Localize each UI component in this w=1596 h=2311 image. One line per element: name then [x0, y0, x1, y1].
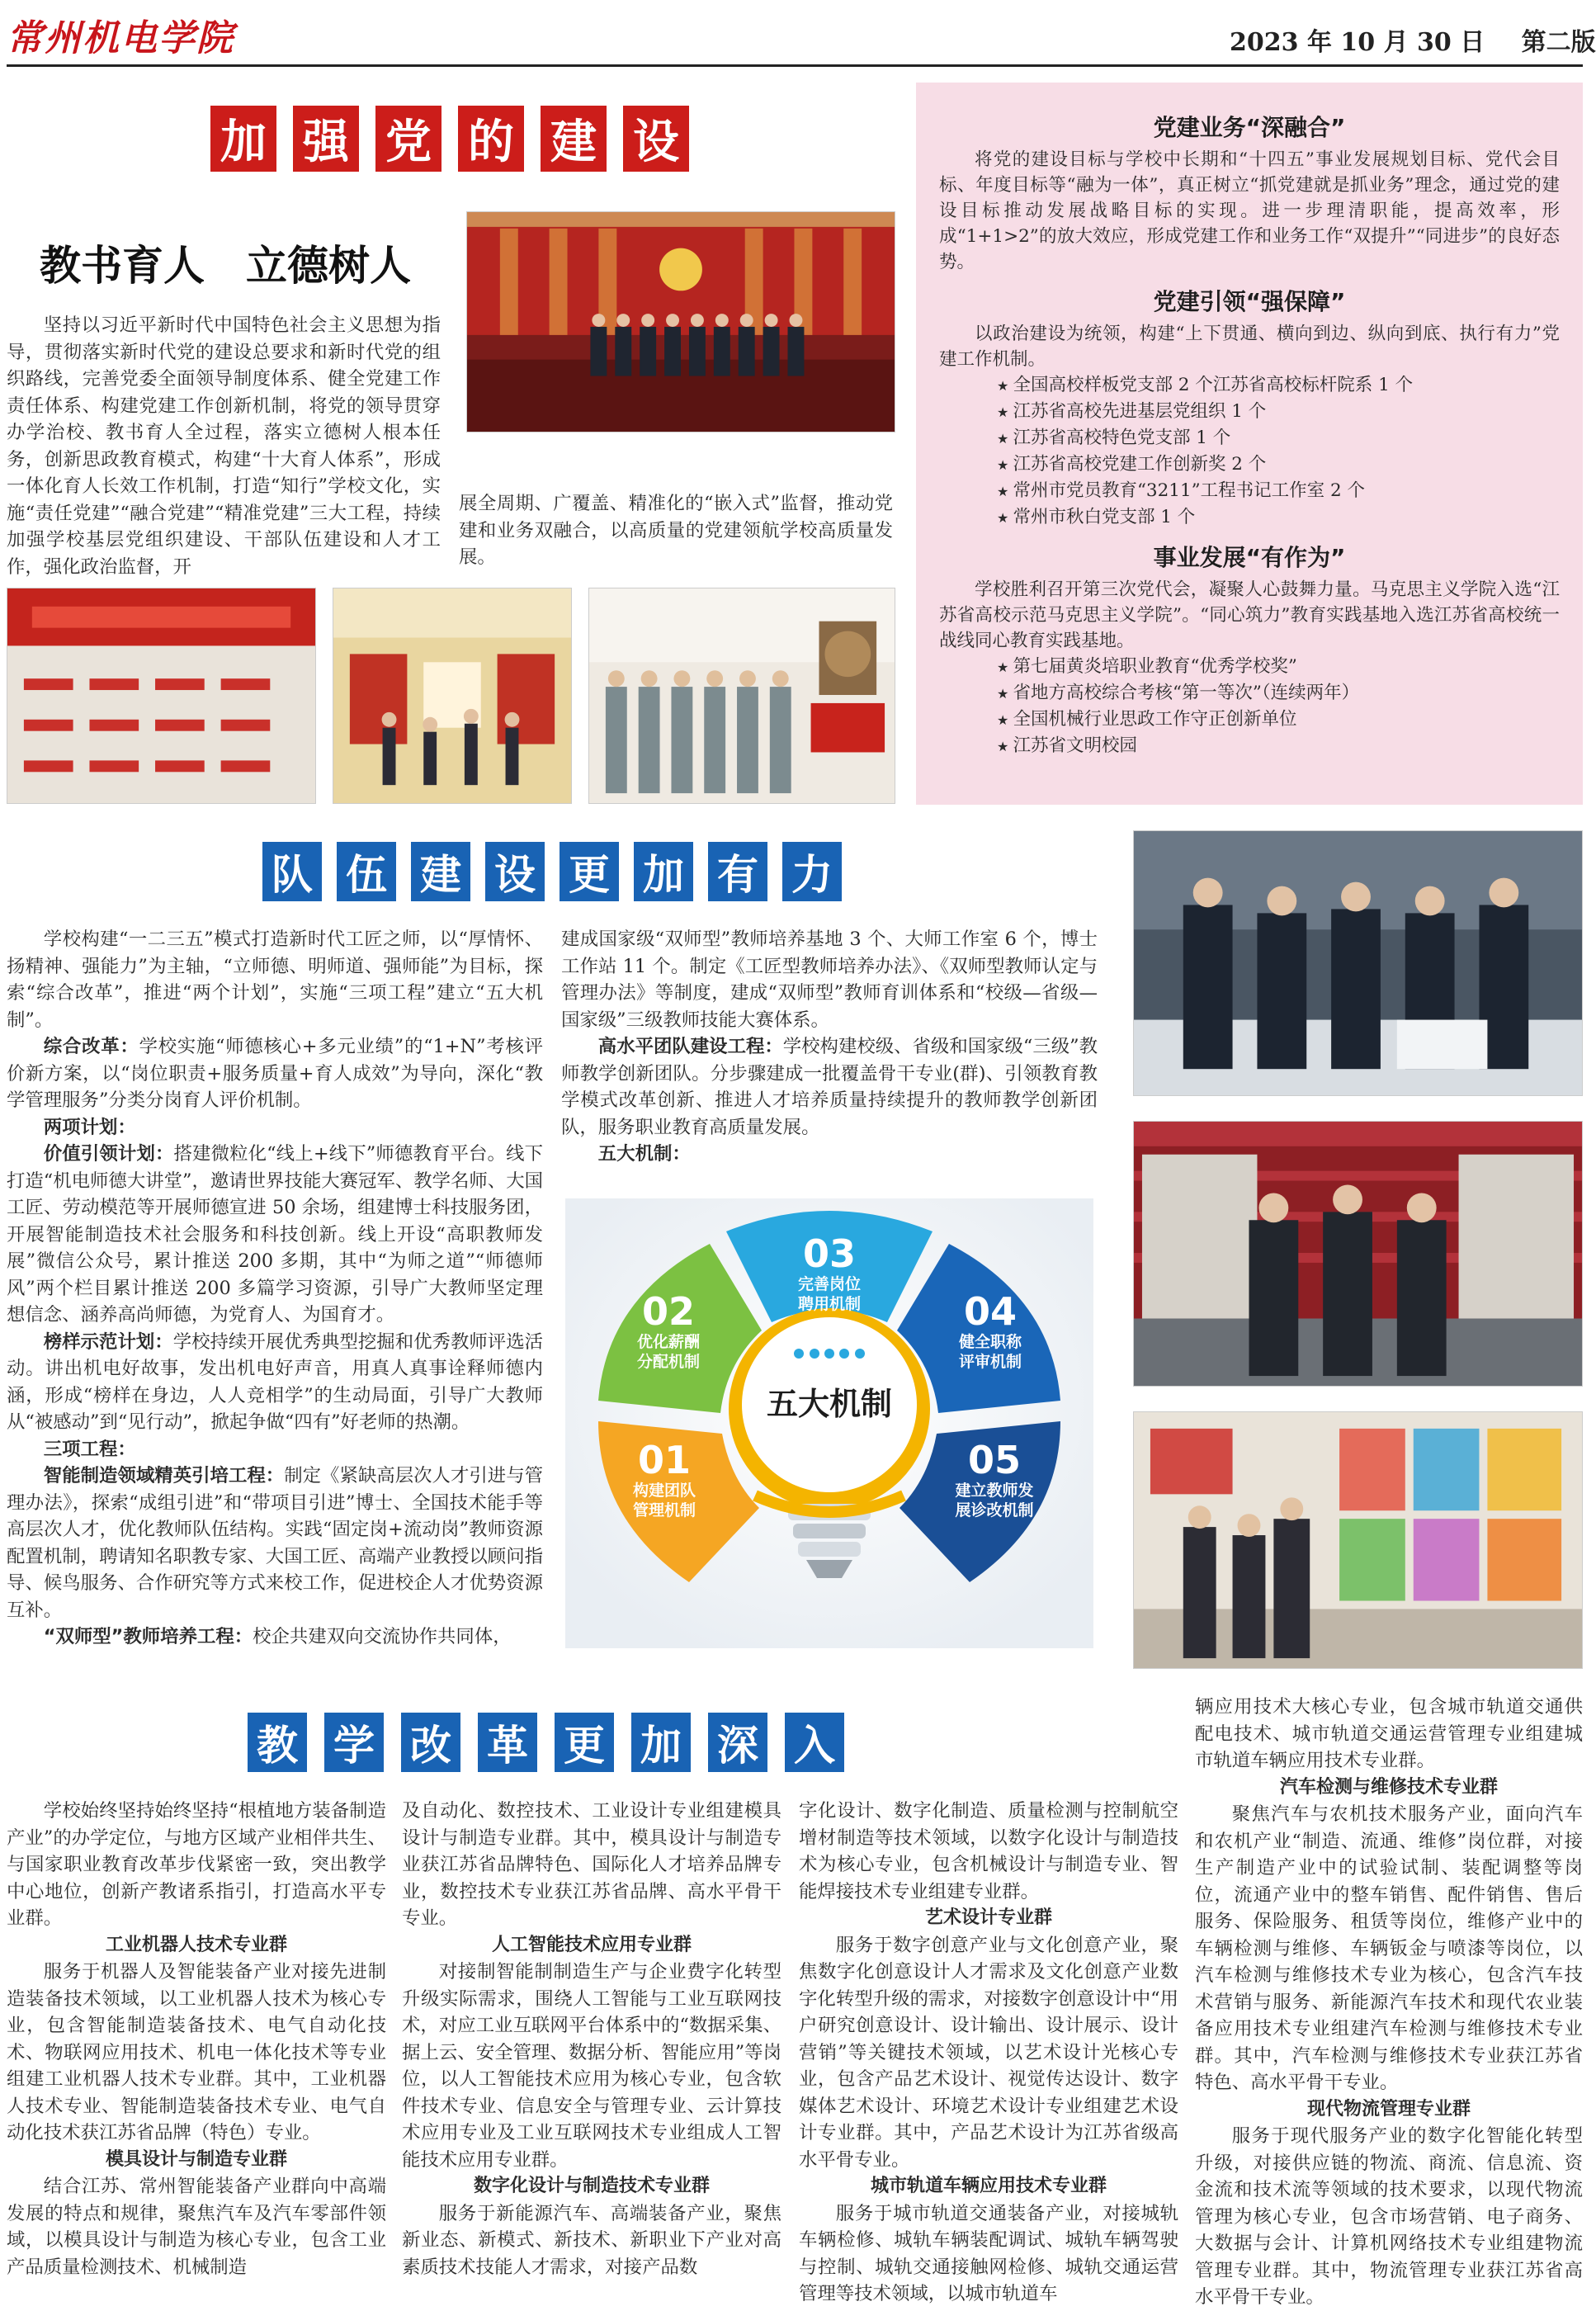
masthead-date [1230, 21, 1596, 58]
photo-lab-discussion [1133, 830, 1583, 1096]
banner-char: 的 [458, 106, 524, 172]
honor-item: ★ 常州市秋白党支部 1 个 [997, 504, 1560, 531]
mechanism-number: 01 [637, 1438, 691, 1482]
reform-column-2 [402, 1798, 781, 2286]
paragraph-text: 制定《紧缺高层次人才引进与管理办法》，探索“成组引进”和“带项目引进”博士、全国技术能手等高层次人才，优化教师队伍结构。实践“固定岗+流动岗”教师资源配置机制，聘请知名职教专家、大国工匠、高端产业教授以顾问指导、候鸟服务、合作研究等方式来校工作，促进校企人才优势资源互补。 [7, 1465, 543, 1621]
paragraph [561, 926, 1098, 1033]
paragraph [7, 1463, 543, 1623]
paragraph [7, 1141, 543, 1329]
paragraph: 字化设计、数字化制造、质量检测与控制航空增材制造等技术领域，以数字化设计与制造技术为核心专业，包含机械设计与制造专业、智能焊接技术专业组建专业群。 [799, 1800, 1178, 1902]
paragraph [7, 1329, 543, 1436]
logo-text: 常州机电学院 [7, 17, 234, 59]
banner-char: 加 [210, 106, 276, 172]
paragraph: 聚焦汽车与农机技术服务产业，面向汽车和农机产业“制造、流通、维修”岗位群，对接生产制造产业中的试验试制、装配调整等岗位，流通产业中的整车销售、配件销售、售后服务、保险服务、租赁等岗位，维修产业中的车辆检测与维修、车辆钣金与喷漆等岗位，以汽车检测与维修技术专业为核心，包含汽车技术营销与服务、新能源汽车技术和现代农业装备应用技术专业组建汽车检测与维修技术专业群。其中，汽车检测与维修技术专业获江苏省特色、高水平骨干专业。 [1195, 1803, 1583, 2093]
paragraph-text: 学校构建校级、省级和国家级“三级”教师教学创新团队。分步骤建成一批覆盖骨干专业(群)、引领教育教学模式改革创新、推进人才培养质量持续提升的教师教学创新团队，服务职业教育高质量发展。 [561, 1036, 1098, 1138]
section-banner-teaching-reform [248, 1713, 844, 1772]
mechanism-label: 健全职称评审机制 [958, 1333, 1022, 1371]
photo-red-army-costume [588, 588, 895, 804]
subheading: 工业机器人技术专业群 [105, 1934, 287, 1955]
masthead-rule [7, 64, 1583, 67]
honor-list [939, 372, 1560, 531]
subheading: 人工智能技术应用专业群 [491, 1934, 692, 1955]
paragraph-lead: 高水平团队建设工程： [597, 1036, 783, 1057]
honor-item: ★ 全国机械行业思政工作守正创新单位 [997, 707, 1560, 733]
photo-meeting-hall [7, 588, 316, 804]
photo-industry-visit [1133, 1121, 1583, 1387]
banner-char: 建 [411, 842, 470, 901]
paragraph: 学校始终坚持始终坚持“根植地方装备制造产业”的办学定位，与地方区域产业相伴共生、与国家职业教育改革步伐紧密一致，突出教学中心地位，创新产教诸系指引，打造高水平专业群。 [7, 1800, 386, 1929]
paragraph-lead: 综合改革： [43, 1036, 139, 1057]
mechanism-01 [607, 1439, 722, 1520]
diagram-title: 五大机制 [766, 1386, 892, 1422]
paragraph: 对接制智能制制造生产与企业费字化转型升级实际需求，围绕人工智能与工业互联网技术，对应工业互联网平台体系中的“数据采集、据上云、安全管理、数据分析、智能应用”等岗位，以人工智能技术应用为核心专业，包含软件技术专业、信息安全与管理专业、云计算技术应用专业及工业互联网技术专业组成人工智能技术应用专业群。 [402, 1961, 781, 2171]
banner-char: 加 [631, 1713, 691, 1772]
honor-item: ★ 第七届黄炎培职业教育“优秀学校奖” [997, 654, 1560, 680]
sidebar-paragraph: 将党的建设目标与学校中长期和“十四五”事业发展规划目标、党代会目标、年度目标等“融为一体”，真正树立“抓党建就是抓业务”理念，通过党的建设目标推动发展战略目标的实现。进一步理清职能，提高效率，形成“1+1>2”的放大效应，形成党建工作和业务工作“双提升”“同进步”的良好态势。 [939, 149, 1560, 272]
banner-char: 教 [248, 1713, 307, 1772]
banner-char: 设 [485, 842, 545, 901]
section-banner-party-building [210, 106, 689, 172]
paragraph-lead: 价值引领计划： [43, 1143, 174, 1165]
subheading: 艺术设计专业群 [924, 1907, 1052, 1928]
mechanism-05 [937, 1439, 1052, 1520]
paragraph-lead: 智能制造领域精英引培工程： [43, 1465, 285, 1486]
honor-item: ★ 江苏省文明校园 [997, 733, 1560, 759]
banner-char: 改 [401, 1713, 460, 1772]
paragraph: 结合江苏、常州智能装备产业群向中高端发展的特点和规律，聚焦汽车及汽车零部件领域，以模具设计与制造为核心专业，包含工业产品质量检测技术、机械制造 [7, 2176, 386, 2278]
mechanism-02 [611, 1291, 726, 1372]
article-intro-col1: 坚持以习近平新时代中国特色社会主义思想为指导，贯彻落实新时代党的建设总要求和新时代党的组织路线，完善党委全面领导制度体系、健全党建工作责任体系、构建党建工作创新机制，将党的领导贯穿办学治校、教书育人全过程，落实立德树人根本任务，创新思政教育模式，构建“十大育人体系”，形成一体化育人长效工作机制，打造“知行”学校文化，实施“责任党建”“融合党建”“精准党建”三大工程，持续加强学校基层党组织建设、干部队伍建设和人才工作，强化政治监督，开 [7, 314, 441, 578]
sidebar-heading: 党建引领“强保障” [1153, 288, 1346, 315]
banner-char: 加 [634, 842, 693, 901]
mechanism-number: 04 [963, 1289, 1017, 1334]
paragraph-text: 搭建微粒化“线上+线下”师德教育平台。线下打造“机电师德大讲堂”，邀请世界技能大赛冠军、教学名师、大国工匠、劳动模范等开展师德宣进 50 余场，组建博士科技服务团，开展智能制造技术社会服务和科技创新。线上开设“高职教师发展”微信公众号，累计推送 200 多期，其中“为师之道”“师德师风”两个栏目累计推送 200 多篇学习资源，引导广大教师坚定理想信念、涵养高尚师德，为党育人、为国育才。 [7, 1143, 544, 1326]
reform-column-1 [7, 1798, 386, 2286]
masthead-logo [7, 8, 254, 59]
subheading: 汽车检测与维修技术专业群 [1279, 1776, 1498, 1798]
photo-party-congress [466, 211, 895, 432]
honor-item: ★ 常州市党员教育“3211”工程书记工作室 2 个 [997, 478, 1560, 504]
sidebar-paragraph: 学校胜利召开第三次党代会，凝聚人心鼓舞力量。马克思主义学院入选“江苏省高校示范马克思主义学院”。“同心筑力”教育实践基地入选江苏省高校统一战线同心教育实践基地。 [939, 579, 1560, 651]
reform-column-3 [799, 1798, 1178, 2304]
subheading: 数字化设计与制造技术专业群 [473, 2176, 710, 2196]
sidebar-paragraph: 以政治建设为统领，构建“上下贯通、横向到边、纵向到底、执行有力”党建工作机制。 [939, 324, 1560, 370]
banner-char: 入 [785, 1713, 844, 1772]
paragraph-text: 学校构建“一二三五”模式打造新时代工匠之师，以“厚情怀、扬精神、强能力”为主轴，“立师德、明师道、强师能”为目标，探索“综合改革”，推进“两个计划”，实施“三项工程”建立“五大机制”。 [7, 929, 543, 1031]
honor-item: ★ 江苏省高校先进基层党组织 1 个 [997, 399, 1560, 425]
photo-exhibition-room [333, 588, 572, 804]
paragraph-lead: 榜样示范计划： [43, 1330, 173, 1353]
paragraph: 服务于新能源汽车、高端装备产业，聚焦新业态、新模式、新技术、新职业下产业对高素质技术技能人才需求，对接产品数 [402, 2202, 781, 2278]
article-intro-col2: 展全周期、广覆盖、精准化的“嵌入式”监督，推动党建和业务双融合，以高质量的党建领航学校高质量发展。 [459, 493, 893, 568]
paragraph: 服务于城市轨道交通装备产业，对接城轨车辆检修、城轨车辆装配调试、城轨车辆驾驶与控制、城轨交通接触网检修、城轨交通运营管理等技术领域，以城市轨道车 [799, 2202, 1178, 2304]
paragraph-lead: 三项工程： [43, 1438, 136, 1460]
subheading: 现代物流管理专业群 [1306, 2098, 1471, 2120]
banner-char: 革 [478, 1713, 537, 1772]
paragraph [561, 1033, 1098, 1141]
paragraph-text: 建成国家级“双师型”教师培养基地 3 个、大师工作室 6 个，博士工作站 11 个。制定《工匠型教师培养办法》、《双师型教师认定与管理办法》等制度，建成“双师型”教师育训体系和“校级—省级—国家级”三级教师技能大赛体系。 [561, 929, 1098, 1031]
paragraph: 辆应用技术大核心专业，包含城市轨道交通供配电技术、城市轨道交通运营管理专业组建城市轨道车辆应用技术专业群。 [1195, 1696, 1583, 1771]
paragraph [7, 926, 543, 1033]
paragraph [561, 1141, 1098, 1168]
honor-list [939, 654, 1560, 759]
banner-char: 更 [560, 842, 619, 901]
mechanism-number: 02 [641, 1289, 695, 1334]
paragraph-lead: “双师型”教师培养工程： [43, 1626, 253, 1647]
banner-char: 建 [541, 106, 607, 172]
paragraph [7, 1114, 543, 1141]
banner-char: 党 [375, 106, 441, 172]
team-column-b [561, 926, 1098, 1168]
five-mechanisms-diagram [565, 1198, 1093, 1648]
paragraph: 服务于现代服务产业的数字化智能化转型升级，对接供应链的物流、商流、信息流、资金流和技术流等领域的技术要求，以现代物流管理为核心专业，包含市场营销、电子商务、大数据与会计、计算机网络技术专业组建物流管理专业群。其中，物流管理专业获江苏省高水平骨干专业。 [1195, 2125, 1583, 2308]
banner-char: 力 [782, 842, 842, 901]
banner-char: 深 [708, 1713, 767, 1772]
banner-char: 伍 [337, 842, 396, 901]
headline: 教书育人 立德树人 [40, 241, 411, 290]
mechanism-label: 建立教师发展诊改机制 [955, 1482, 1034, 1519]
banner-char: 学 [324, 1713, 384, 1772]
paragraph: 及自动化、数控技术、工业设计专业组建模具设计与制造专业群。其中，模具设计与制造专业获江苏省品牌特色、国际化人才培养品牌专业，数控技术专业获江苏省品牌、高水平骨干专业。 [402, 1800, 781, 1929]
paragraph-lead: 五大机制： [597, 1143, 691, 1165]
paragraph [7, 1436, 543, 1463]
mechanism-04 [933, 1291, 1048, 1372]
paragraph-text: 学校持续开展优秀典型挖掘和优秀教师评选活动。讲出机电好故事，发出机电好声音，用真人真事诠释师德内涵，形成“榜样在身边，人人竞相学”的生动局面，引导广大教师从“被感动”到“见行动”，掀起争做“四有”好老师的热潮。 [7, 1330, 544, 1433]
photo-art-exhibition [1133, 1411, 1583, 1669]
subheading: 城市轨道车辆应用技术专业群 [870, 2176, 1107, 2196]
paragraph [7, 1033, 543, 1114]
mechanism-number: 05 [967, 1438, 1021, 1482]
sidebar-heading: 事业发展“有作为” [1153, 544, 1346, 571]
subheading: 模具设计与制造专业群 [105, 2148, 287, 2170]
paragraph [7, 1623, 543, 1651]
paragraph-text: 学校实施“师德核心+多元业绩”的“1+N”考核评价新方案，以“岗位职责+服务质量+育人成效”为导向，深化“教学管理服务”分类分岗育人评价机制。 [7, 1036, 543, 1111]
paragraph: 服务于数字创意产业与文化创意产业，聚焦数字化创意设计人才需求及文化创意产业数字化转型升级的需求，对接数字创意设计中“用户研究创意设计、设计输出、设计展示、设计营销”等关键技术领域，以艺术设计光核心专业，包含产品艺术设计、视觉传达设计、数字媒体艺术设计、环境艺术设计专业组建艺术设计专业群。其中，产品艺术设计为江苏省级高水平骨专业。 [799, 1934, 1178, 2171]
paragraph: 服务于机器人及智能装备产业对接先进制造装备技术领域，以工业机器人技术为核心专业，包含智能制造装备技术、电气自动化技术、物联网应用技术、机电一体化技术等专业组建工业机器人技术专业群。其中，工业机器人技术专业、智能制造装备技术专业、电气自动化技术获江苏省品牌（特色）专业。 [7, 1961, 386, 2143]
sidebar-heading: 党建业务“深融合” [1153, 114, 1346, 141]
edition-label: 第二版 [1521, 28, 1596, 57]
honor-item: ★ 省地方高校综合考核“第一等次”（连续两年） [997, 680, 1560, 707]
paragraph-lead: 两项计划： [43, 1116, 136, 1138]
honor-item: ★ 全国高校样板党支部 2 个江苏省高校标杆院系 1 个 [997, 372, 1560, 399]
mechanism-label: 构建团队管理机制 [632, 1482, 696, 1519]
banner-char: 有 [708, 842, 767, 901]
honor-item: ★ 江苏省高校党建工作创新奖 2 个 [997, 451, 1560, 478]
mechanism-number: 03 [802, 1231, 856, 1276]
mechanism-label: 完善岗位聘用机制 [797, 1275, 861, 1313]
team-column-a [7, 926, 543, 1651]
banner-char: 设 [623, 106, 689, 172]
mechanism-03 [772, 1233, 887, 1314]
sidebar-party-highlights [916, 83, 1583, 805]
paragraph-text: 校企共建双向交流协作共同体， [253, 1626, 512, 1647]
issue-date: 2023 年 10 月 30 日 [1230, 28, 1485, 57]
honor-item: ★ 江苏省高校特色党支部 1 个 [997, 425, 1560, 451]
banner-char: 队 [262, 842, 322, 901]
reform-column-4 [1195, 1694, 1583, 2308]
mechanism-label: 优化薪酬分配机制 [636, 1333, 700, 1371]
banner-char: 更 [555, 1713, 614, 1772]
section-banner-team-building [262, 842, 842, 901]
banner-char: 强 [293, 106, 359, 172]
